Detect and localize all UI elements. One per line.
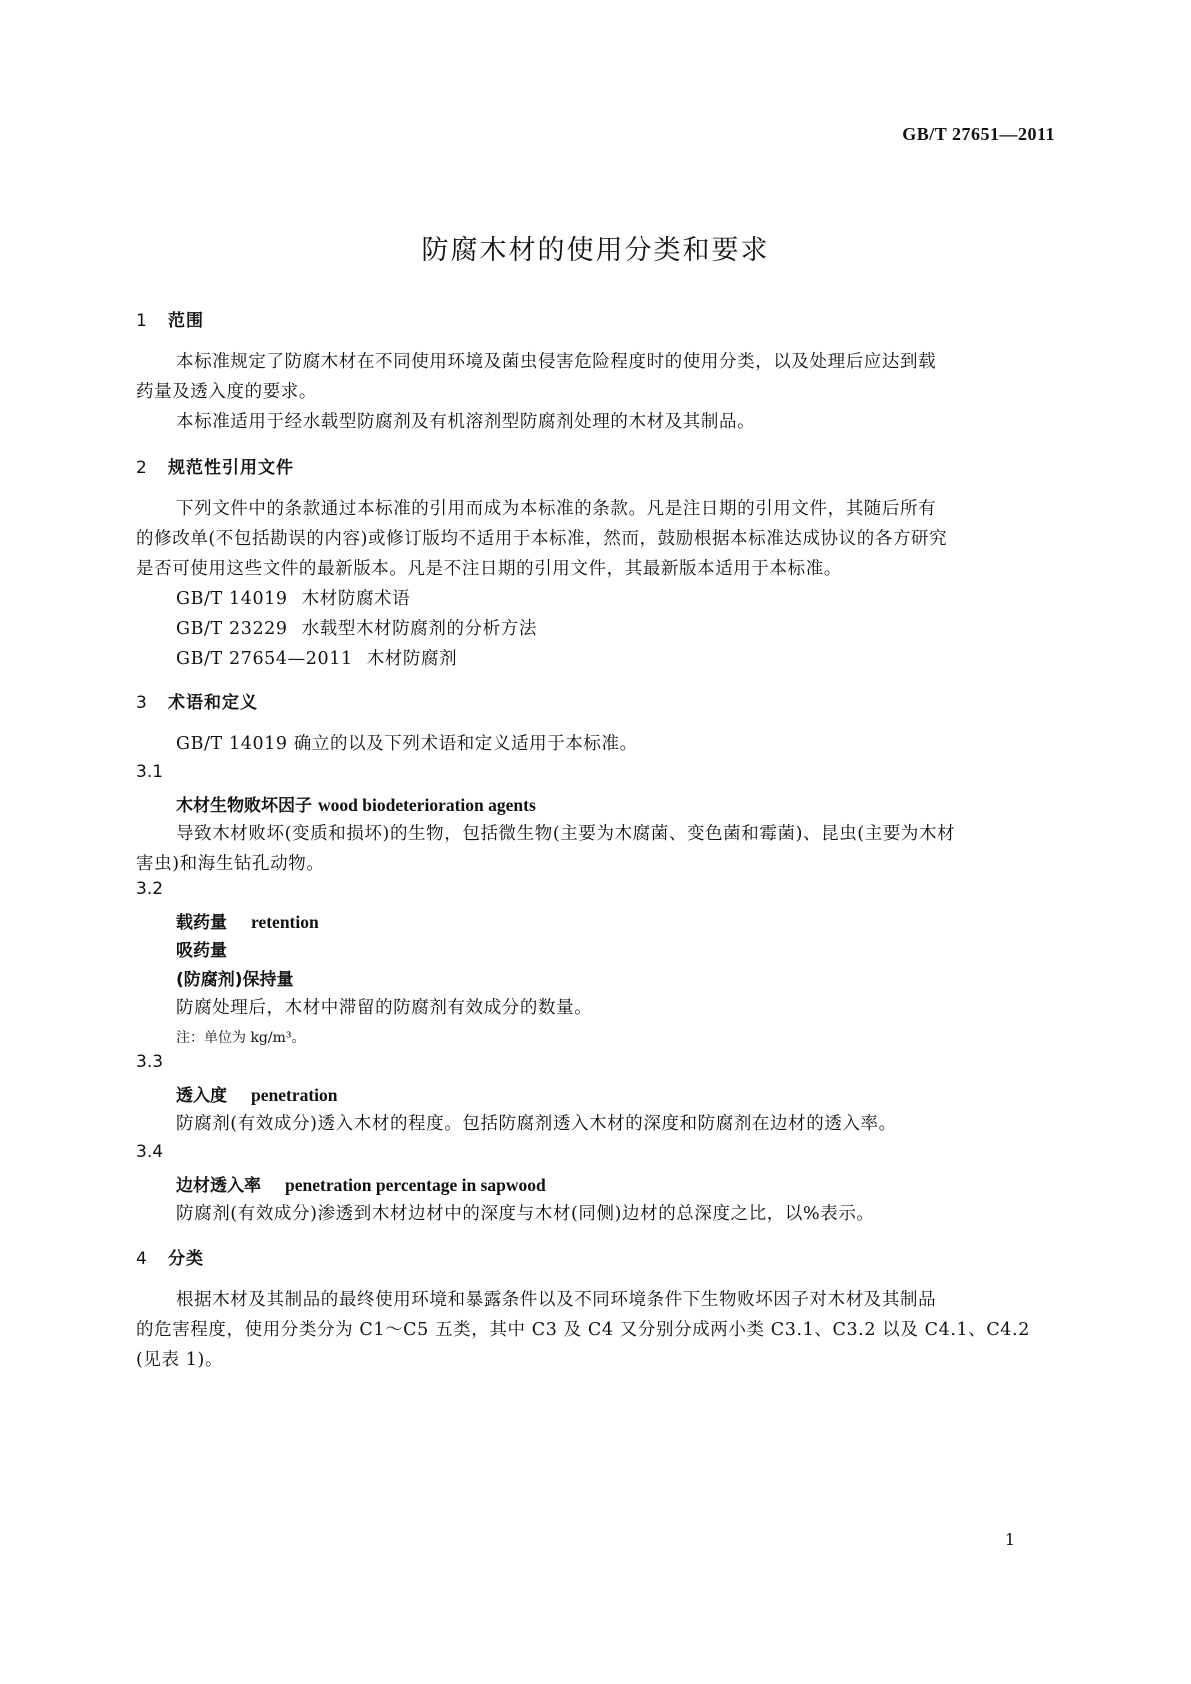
document-title: 防腐木材的使用分类和要求: [421, 235, 770, 266]
paragraph-line: GB/T 14019 确立的以及下列术语和定义适用于本标准。: [176, 734, 638, 754]
paragraph-line: (见表 1)。: [136, 1350, 224, 1370]
term-number: 3.1: [136, 762, 164, 782]
term-zh: 边材透入率: [176, 1176, 261, 1196]
standard-code: GB/T 27651—2011: [902, 124, 1055, 144]
section-number: 1: [136, 311, 147, 331]
term-heading: [176, 1171, 546, 1196]
paragraph-line: 的危害程度，使用分类分为 C1～C5 五类，其中 C3 及 C4 又分别分成两小类 C3.1、C3.2 以及 C4.1、C4.2: [136, 1320, 1030, 1340]
reference-code: GB/T 27654—2011: [176, 649, 353, 669]
term-zh: 木材生物败坏因子: [176, 796, 312, 816]
page-number: 1: [1004, 1530, 1015, 1549]
section-1-heading: [136, 306, 204, 331]
definition-line: 防腐剂(有效成分)透入木材的程度。包括防腐剂透入木材的深度和防腐剂在边材的透入率。: [176, 1114, 897, 1134]
term-heading: [176, 791, 536, 816]
paragraph-line: 本标准适用于经水载型防腐剂及有机溶剂型防腐剂处理的木材及其制品。: [176, 412, 756, 432]
definition-line: 防腐处理后，木材中滞留的防腐剂有效成分的数量。: [176, 998, 593, 1018]
normative-reference: [176, 615, 537, 640]
definition-line: 害虫)和海生钻孔动物。: [136, 854, 325, 874]
term-en: penetration: [251, 1085, 338, 1105]
section-3-heading: [136, 688, 258, 713]
paragraph-line: 下列文件中的条款通过本标准的引用而成为本标准的条款。凡是注日期的引用文件，其随后所有: [176, 499, 937, 519]
paragraph-line: 药量及透入度的要求。: [136, 382, 317, 402]
reference-name: 木材防腐术语: [301, 589, 411, 609]
term-number: 3.3: [136, 1052, 164, 1072]
term-en: penetration percentage in sapwood: [285, 1175, 546, 1195]
section-number: 4: [136, 1249, 147, 1269]
section-title: 范围: [168, 311, 204, 331]
reference-name: 水载型木材防腐剂的分析方法: [301, 619, 537, 639]
section-2-heading: [136, 453, 294, 478]
reference-code: GB/T 23229: [176, 619, 288, 639]
section-number: 2: [136, 458, 147, 478]
term-zh: 透入度: [176, 1086, 227, 1106]
definition-line: 导致木材败坏(变质和损坏)的生物，包括微生物(主要为木腐菌、变色菌和霉菌)、昆虫(主要为木材: [176, 824, 956, 844]
section-title: 术语和定义: [168, 693, 258, 713]
term-heading: [176, 908, 319, 933]
note: 注：单位为 kg/m³。: [176, 1030, 306, 1046]
term-zh: 载药量: [176, 913, 227, 933]
section-4-heading: [136, 1244, 204, 1269]
paragraph-line: 是否可使用这些文件的最新版本。凡是不注日期的引用文件，其最新版本适用于本标准。: [136, 559, 842, 579]
paragraph-line: 的修改单(不包括勘误的内容)或修订版均不适用于本标准，然而，鼓励根据本标准达成协议的各方研究: [136, 529, 948, 549]
section-title: 规范性引用文件: [168, 458, 294, 478]
term-heading: [176, 1081, 338, 1106]
term-alternative: (防腐剂)保持量: [176, 970, 294, 990]
normative-reference: [176, 645, 457, 670]
section-title: 分类: [168, 1249, 204, 1269]
paragraph-line: 本标准规定了防腐木材在不同使用环境及菌虫侵害危险程度时的使用分类，以及处理后应达到载: [176, 352, 937, 372]
paragraph-line: 根据木材及其制品的最终使用环境和暴露条件以及不同环境条件下生物败坏因子对木材及其制品: [176, 1290, 937, 1310]
term-number: 3.2: [136, 879, 164, 899]
reference-name: 木材防腐剂: [366, 649, 458, 669]
definition-line: 防腐剂(有效成分)渗透到木材边材中的深度与木材(同侧)边材的总深度之比，以%表示。: [176, 1204, 875, 1224]
term-number: 3.4: [136, 1142, 164, 1162]
reference-code: GB/T 14019: [176, 589, 288, 609]
normative-reference: [176, 585, 410, 610]
section-number: 3: [136, 693, 147, 713]
term-alternative: 吸药量: [176, 941, 227, 961]
term-en: wood biodeterioration agents: [318, 795, 536, 815]
term-en: retention: [251, 912, 319, 932]
